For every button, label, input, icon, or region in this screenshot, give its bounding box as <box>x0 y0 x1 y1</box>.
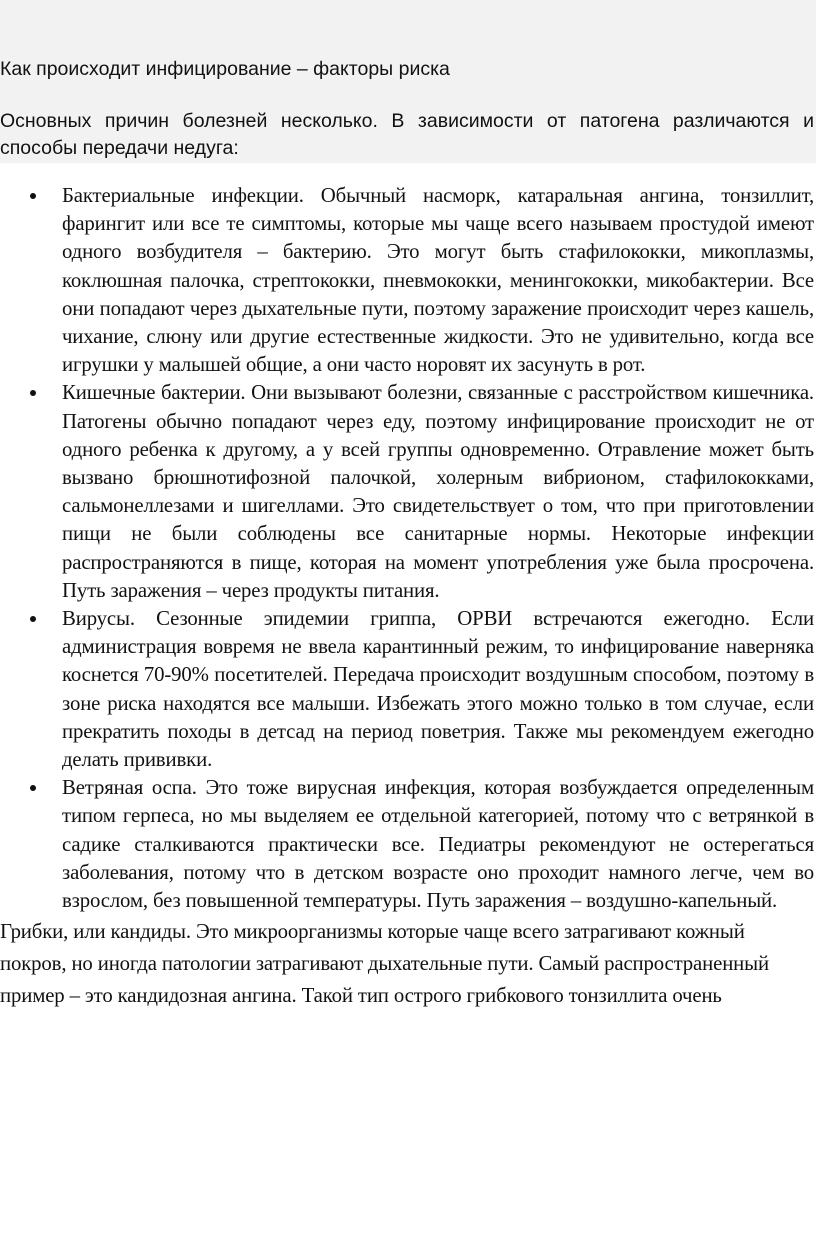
list-item <box>0 605 816 774</box>
section-heading: Как происходит инфицирование – факторы риска <box>0 58 450 80</box>
infection-list <box>0 182 816 915</box>
bullet-icon <box>30 193 36 199</box>
list-item-text: Вирусы. Сезонные эпидемии гриппа, ОРВИ встречаются ежегодно. Если администрация вовремя не ввела карантинный режим, то инфицирование наверняка коснется 70-90% посетителей. Передача происходит воздушным способом, поэтому в зоне риска находятся все малыши. Избежать этого можно только в том случае, если прекратить походы в детсад на период поветрия. Также мы рекомендуем ежегодно делать прививки. <box>62 607 814 772</box>
closing-paragraph: Грибки, или кандиды. Это микроорганизмы которые чаще всего затрагивают кожный покров, но иногда патологии затрагивают дыхательные пути. Самый распространенный пример – это кандидозная ангина. Такой тип острого грибкового тонзиллита очень <box>0 920 769 1008</box>
list-item <box>0 774 816 915</box>
bullet-icon <box>30 390 36 396</box>
list-item-text: Ветряная оспа. Это тоже вирусная инфекция, которая возбуждается определенным типом герпеса, но мы выделяем ее отдельной категорией, потому что с ветрянкой в садике сталкиваются практически все. Педиатры рекомендуют не остерегаться заболевания, потому что в детском возрасте оно проходит намного легче, чем во взрослом, без повышенной температуры. Путь заражения – воздушно-капельный. <box>62 776 814 913</box>
bullet-icon <box>30 785 36 791</box>
list-item-text: Кишечные бактерии. Они вызывают болезни, связанные с расстройством кишечника. Патогены обычно попадают через еду, поэтому инфицирование происходит не от одного ребенка к другому, а у всей группы одновременно. Отравление может быть вызвано брюшнотифозной палочкой, холерным вибрионом, стафилококками, сальмонеллезами и шигеллами. Это свидетельствует о том, что при приготовлении пищи не были соблюдены все санитарные нормы. Некоторые инфекции распространяются в пище, которая на момент употребления уже была просрочена. Путь заражения – через продукты питания. <box>62 381 814 602</box>
list-item <box>0 182 816 379</box>
content-body <box>0 182 816 1012</box>
list-item <box>0 379 816 605</box>
list-item-text: Бактериальные инфекции. Обычный насморк, катаральная ангина, тонзиллит, фарингит или все те симптомы, которые мы чаще всего называем простудой имеют одного возбудителя – бактерию. Это могут быть стафилококки, микоплазмы, коклюшная палочка, стрептококки, пневмококки, менингококки, микобактерии. Все они попадают через дыхательные пути, поэтому заражение происходит через кашель, чихание, слюну или другие естественные жидкости. Это не удивительно, когда все игрушки у малышей общие, а они часто норовят их засунуть в рот. <box>62 184 814 377</box>
intro-paragraph: Основных причин болезней несколько. В зависимости от патогена различаются и способы передачи недуга: <box>0 110 814 159</box>
bullet-icon <box>30 616 36 622</box>
